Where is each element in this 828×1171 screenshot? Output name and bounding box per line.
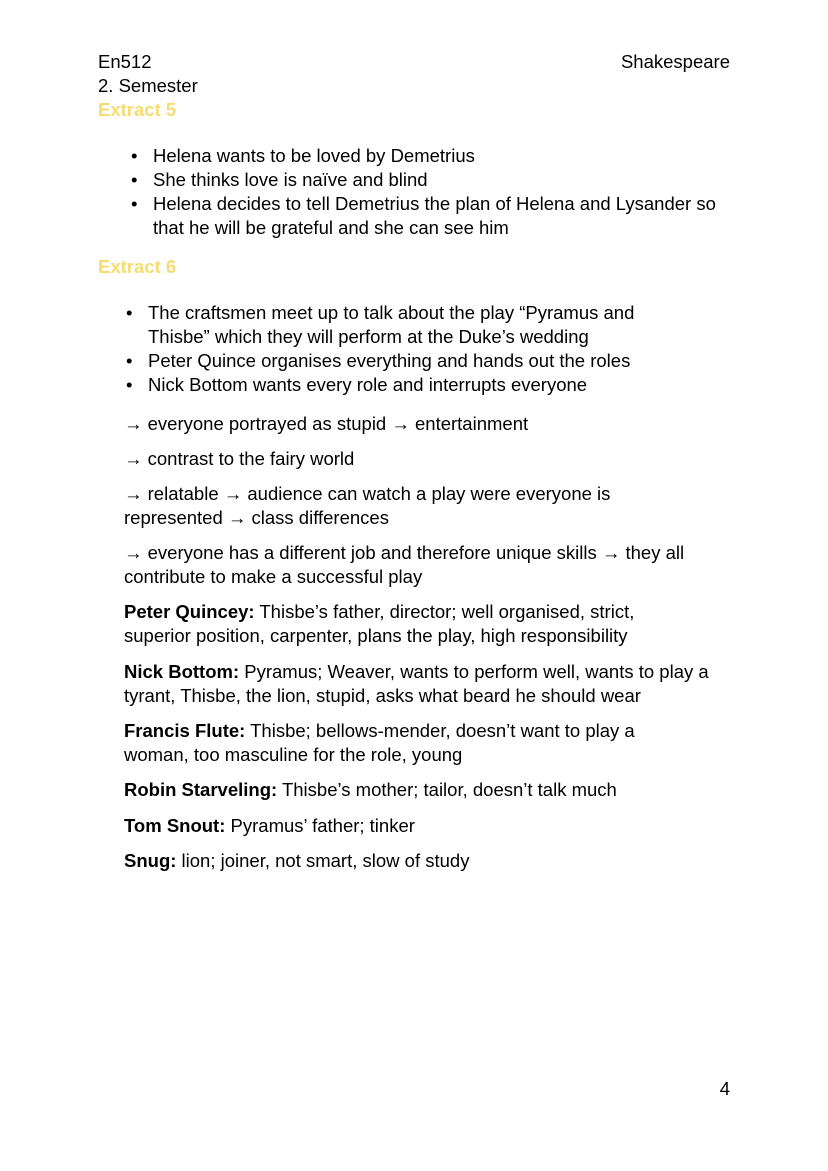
list-item: • Helena decides to tell Demetrius the plan of Helena and Lysander so that he will be grateful and she can see him	[131, 193, 716, 238]
character-description: Pyramus; Weaver, wants to perform well, wants to play a tyrant, Thisbe, the lion, stupid, asks what beard he should wear	[124, 661, 709, 706]
extract-6-heading: Extract 6	[98, 256, 177, 277]
list-item: • Peter Quince organises everything and hands out the roles	[126, 350, 631, 371]
extract-5-heading: Extract 5	[98, 99, 177, 120]
character-description: lion; joiner, not smart, slow of study	[176, 850, 470, 871]
note-paragraph: → everyone portrayed as stupid → entertainment	[124, 413, 529, 434]
note-paragraph: → contrast to the fairy world	[124, 448, 355, 469]
header-subject: Shakespeare	[620, 51, 730, 72]
page-number: 4	[719, 1078, 730, 1099]
character-name: Robin Starveling:	[124, 779, 278, 800]
character-entry	[124, 814, 744, 838]
character-entry	[124, 849, 744, 873]
course-code: En512	[98, 51, 152, 72]
character-entry	[124, 600, 684, 648]
character-entry	[124, 778, 744, 802]
character-name: Snug:	[124, 850, 177, 871]
list-item: • She thinks love is naïve and blind	[131, 169, 428, 190]
character-description: Thisbe’s mother; tailor, doesn’t talk much	[277, 779, 617, 800]
character-entry	[124, 719, 684, 767]
character-entry	[124, 660, 729, 708]
note-paragraph: → everyone has a different job and therefore unique skills → they all contribute to make a successful play	[124, 542, 685, 587]
extract-5-bullet-list	[131, 144, 743, 240]
list-item: • Nick Bottom wants every role and interrupts everyone	[126, 374, 588, 395]
character-name: Nick Bottom:	[124, 661, 240, 682]
semester-label: 2. Semester	[98, 75, 198, 96]
character-description: Pyramus’ father; tinker	[225, 815, 415, 836]
character-name: Peter Quincey:	[124, 601, 255, 622]
character-name: Francis Flute:	[124, 720, 246, 741]
character-name: Tom Snout:	[124, 815, 226, 836]
note-paragraph: → relatable → audience can watch a play were everyone is represented → class differences	[124, 483, 611, 528]
extract-6-bullet-list	[126, 301, 688, 397]
list-item: • Helena wants to be loved by Demetrius	[131, 145, 475, 166]
header-left	[98, 50, 198, 98]
list-item: • The craftsmen meet up to talk about the play “Pyramus and Thisbe” which they will perform at the Duke’s wedding	[126, 302, 635, 347]
character-description: Thisbe’s father, director; well organised, strict, superior position, carpenter, plans the play, high responsibility	[124, 601, 635, 646]
character-description: Thisbe; bellows-mender, doesn’t want to play a woman, too masculine for the role, young	[124, 720, 635, 765]
